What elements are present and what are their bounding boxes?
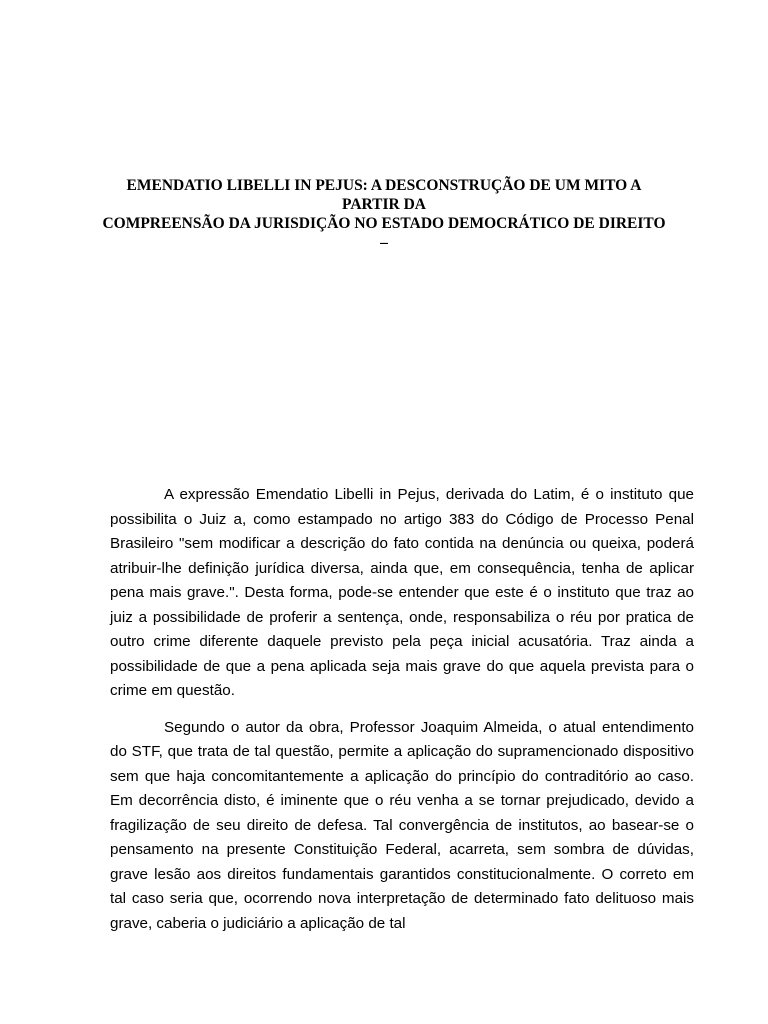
title-line-1: EMENDATIO LIBELLI IN PEJUS: A DESCONSTRUÇÃO DE UM MITO A PARTIR DA [126,177,642,213]
document-title [100,176,668,252]
body-paragraph-2: Segundo o autor da obra, Professor Joaquim Almeida, o atual entendimento do STF, que trata de tal questão, permite a aplicação do supramencionado dispositivo sem que haja concomitantemente a aplicação do princípio do contraditório ao caso. Em decorrência disto, é iminente que o réu venha a se tornar prejudicado, devido a fragilização de seu direito de defesa. Tal convergência de institutos, ao basear-se o pensamento na presente Constituição Federal, acarreta, sem sombra de dúvidas, grave lesão aos direitos fundamentais garantidos constitucionalmente. O correto em tal caso seria que, ocorrendo nova interpretação de determinado fato delituoso mais grave, caberia o judiciário a aplicação de tal [110,718,694,932]
body-paragraph-1: A expressão Emendatio Libelli in Pejus, derivada do Latim, é o instituto que possibilita o Juiz a, como estampado no artigo 383 do Código de Processo Penal Brasileiro "sem modificar a descrição do fato contida na denúncia ou queixa, poderá atribuir-lhe definição jurídica diversa, ainda que, em consequência, tenha de aplicar pena mais grave.". Desta forma, pode-se entender que este é o instituto que traz ao juiz a possibilidade de proferir a sentença, onde, responsabiliza o réu por pratica de outro crime diferente daquele previsto pela peça inicial acusatória. Traz ainda a possibilidade de que a pena aplicada seja mais grave do que aquela prevista para o crime em questão. [110,486,694,699]
document-body [110,483,694,948]
title-line-2: COMPREENSÃO DA JURISDIÇÃO NO ESTADO DEMOCRÁTICO DE DIREITO – [102,215,666,251]
